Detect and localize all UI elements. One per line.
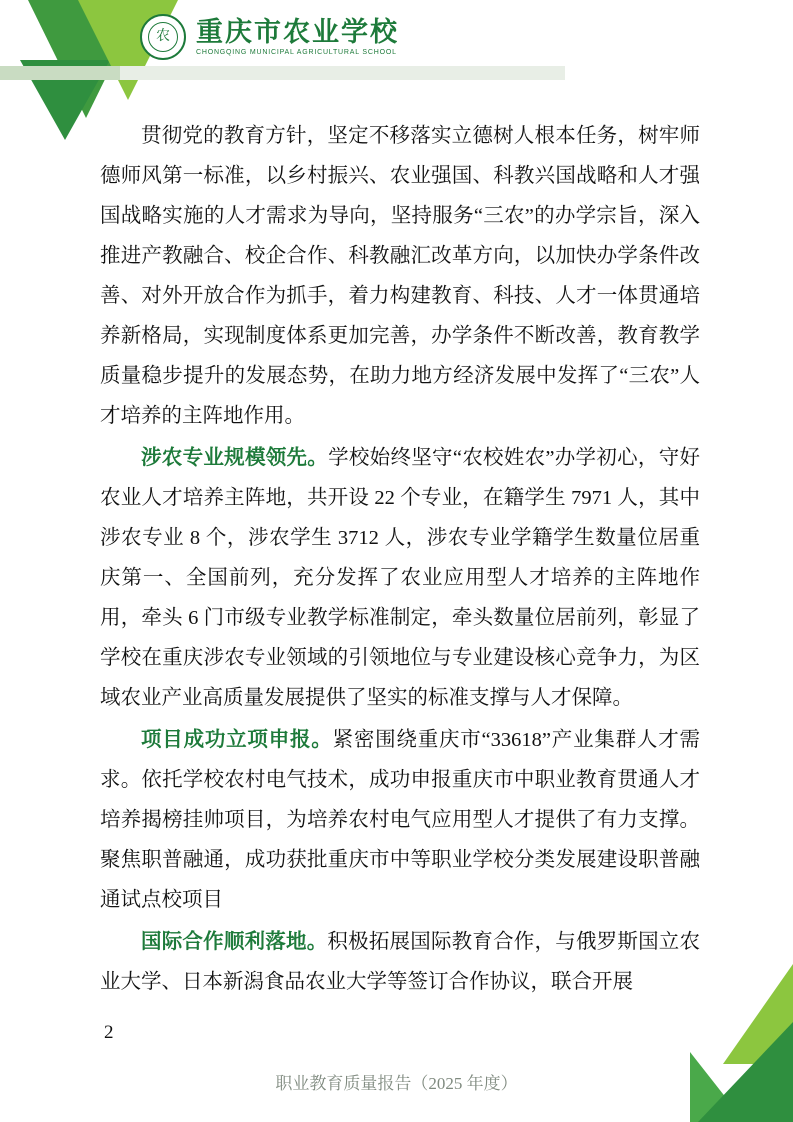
paragraph-3: [100, 720, 700, 920]
header-band-accent: [0, 66, 120, 80]
document-body: [100, 116, 700, 1004]
school-crest-icon: [140, 14, 186, 60]
paragraph-1-text: 贯彻党的教育方针，坚定不移落实立德树人根本任务，树牢师德师风第一标准，以乡村振兴、农业强国、科教兴国战略和人才强国战略实施的人才需求为导向，坚持服务“三农”的办学宗旨，深入推进产教融合、校企合作、科教融汇改革方向，以加快办学条件改善、对外开放合作为抓手，着力构建教育、科技、人才一体贯通培养新格局，实现制度体系更加完善，办学条件不断改善，教育教学质量稳步提升的发展态势，在助力地方经济发展中发挥了“三农”人才培养的主阵地作用。: [100, 125, 700, 427]
paragraph-3-text: 紧密围绕重庆市“33618”产业集群人才需求。依托学校农村电气技术，成功申报重庆市中职业教育贯通人才培养揭榜挂帅项目，为培养农村电气应用型人才提供了有力支撑。聚焦职普融通，成功获批重庆市中等职业学校分类发展建设职普融通试点校项目: [100, 729, 700, 911]
school-name-block: [196, 18, 399, 57]
footer-title: 职业教育质量报告（2025 年度）: [275, 1074, 518, 1093]
paragraph-4-text: 积极拓展国际教育合作，与俄罗斯国立农业大学、日本新潟食品农业大学等签订合作协议，联合开展: [100, 931, 701, 993]
paragraph-1: [100, 116, 700, 436]
school-name-cn: 重庆市农业学校: [196, 16, 399, 47]
paragraph-4-lead: 国际合作顺利落地。: [141, 931, 328, 953]
paragraph-2-lead: 涉农专业规模领先。: [141, 447, 329, 469]
page-number: 2: [104, 1022, 114, 1043]
paragraph-4: [100, 922, 700, 1002]
paragraph-2-text: 学校始终坚守“农校姓农”办学初心，守好农业人才培养主阵地，共开设 22 个专业，在籍学生 7971 人，其中涉农专业 8 个，涉农学生 3712 人，涉农专业学籍学生数量位居重庆第一、全国前列，充分发挥了农业应用型人才培养的主阵地作用，牵头 6 门市级专业教学标准制定，牵头数量位居前列，彰显了学校在重庆涉农专业领域的引领地位与专业建设核心竞争力，为区域农业产业高质量发展提供了坚实的标准支撑与人才保障。: [100, 447, 701, 709]
paragraph-2: [100, 438, 700, 718]
crest-inner-glyph: 农: [148, 22, 178, 52]
paragraph-3-lead: 项目成功立项申报。: [141, 729, 333, 751]
school-name-en: CHONGQING MUNICIPAL AGRICULTURAL SCHOOL: [196, 49, 397, 57]
school-logo: [140, 14, 399, 60]
